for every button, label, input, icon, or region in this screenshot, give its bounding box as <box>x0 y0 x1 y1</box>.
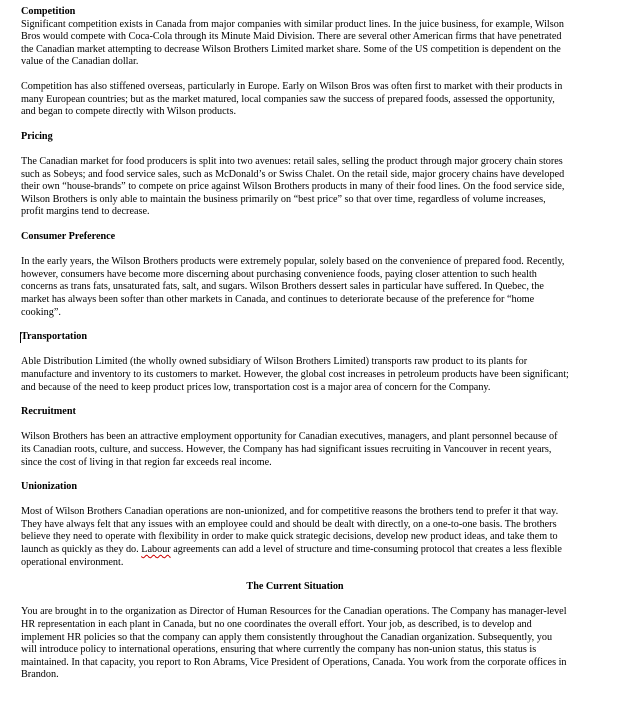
paragraph-pricing-1: The Canadian market for food producers is split into two avenues: retail sales, selling the product through major grocery chain stores such as Sobeys; and food service sales, such as McDonald’s or Swiss Chalet. On the retail side, major grocery chains have developed their own “house-brands” to compete on price against Wilson Brothers products in many of their food lines. On the food service side, Wilson Brothers is only able to maintain the business primarily on “best price” so that over time, regardless of volume increases, profit margins tend to decrease. <box>21 156 565 218</box>
heading-current-situation: The Current Situation <box>246 581 344 593</box>
heading-unionization: Unionization <box>21 481 78 493</box>
paragraph-transportation-1: Able Distribution Limited (the wholly owned subsidiary of Wilson Brothers Limited) transports raw product to its plants for manufacture and inventory to its customers to market. However, the global cost increases in petroleum products have been significant; and because of the need to keep product prices low, transportation cost is a major area of concern for the Company. <box>21 356 569 393</box>
paragraph-competition-2: Competition has also stiffened overseas, particularly in Europe. Early on Wilson Bros was often first to market with their products in many European countries; but as the market matured, local companies saw the success of prepared foods, assessed the opportunity, and began to compete directly with Wilson products. <box>21 81 563 118</box>
heading-recruitment: Recruitment <box>21 406 76 418</box>
paragraph-competition-1: Significant competition exists in Canada from major companies with similar product lines. In the juice business, for example, Wilson Bros would compete with Coca-Cola through its Minute Maid Division. There are several other American firms that have penetrated the Canadian market attempting to decrease Wilson Brothers Limited market share. Some of the US competition is dependent on the value of the Canadian dollar. <box>21 18 564 68</box>
heading-pricing: Pricing <box>21 131 53 143</box>
document-body <box>21 6 569 682</box>
heading-competition: Competition <box>21 6 76 17</box>
heading-consumer-preference: Consumer Preference <box>21 231 116 243</box>
unionization-text-end: agreements can add a level of structure and time-consuming protocol that creates a less flexible operational environment. <box>21 544 562 568</box>
spellcheck-flagged-word[interactable]: Labour <box>141 544 171 556</box>
unionization-text-start: Most of Wilson Brothers Canadian operations are non-unionized, and for competitive reasons the brothers tend to prefer it that way. They have always felt that any issues with an employee could and should be dealt with directly, on a one-to-one basis. The brothers believe they need to operate with flexibility in order to make quick strategic decisions, develop new product ideas, and take them to launch as quickly as they do. <box>21 506 559 556</box>
paragraph-unionization-1 <box>21 506 569 569</box>
paragraph-consumer-1: In the early years, the Wilson Brothers products were extremely popular, solely based on the convenience of prepared food. Recently, however, consumers have become more discerning about purchasing convenience foods, paying closer attention to such health concerns as trans fats, unsaturated fats, salt, and sugars. Wilson Brothers dessert sales in particular have suffered. In Quebec, the market has always been softer than other markets in Canada, and continues to deteriorate because of the preference for “home cooking”. <box>21 256 565 318</box>
paragraph-recruitment-1: Wilson Brothers has been an attractive employment opportunity for Canadian executives, managers, and plant personnel because of its Canadian roots, culture, and success. However, the Company has had significant issues recruiting in Vancouver in recent years, since the cost of living in that region far exceeds real income. <box>21 431 558 468</box>
paragraph-current-1: You are brought in to the organization as Director of Human Resources for the Canadian operations. The Company has manager-level HR representation in each plant in Canada, but no one coordinates the overall effort. Your job, as described, is to develop and implement HR policies so that the company can apply them consistently throughout the Canadian organization. Subsequently, you will introduce policy to international operations, ensuring that where currently the company has non-union status, this status is maintained. In that capacity, you report to Ron Abrams, Vice President of Operations, Canada. You work from the corporate offices in Brandon. <box>21 606 567 681</box>
heading-transportation: Transportation <box>21 331 569 344</box>
